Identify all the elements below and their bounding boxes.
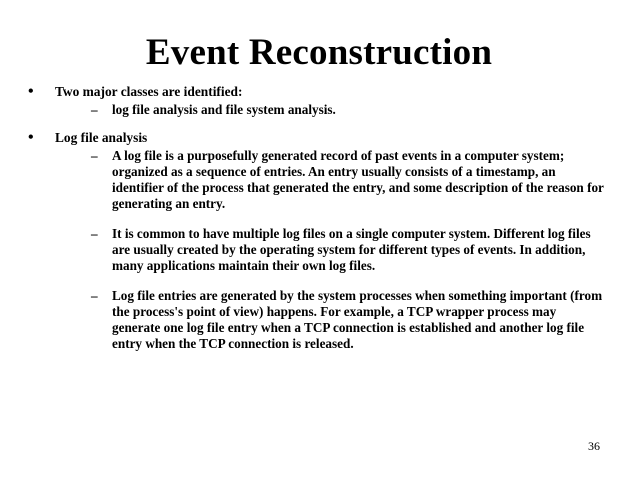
sub-bullet-item	[55, 226, 604, 274]
sub-bullet-item	[55, 102, 604, 118]
dash-marker: –	[91, 226, 98, 241]
sub-bullet-text: Log file entries are generated by the system processes when something important (from the process's point of view) happens. For example, a TCP wrapper process may generate one log file entry when a TCP connection is established and another log file entry when the TCP connection is released.	[112, 288, 603, 351]
bullet-item	[26, 84, 604, 118]
dash-marker: –	[91, 102, 98, 117]
bullet-text: Log file analysis	[55, 130, 148, 145]
dash-marker: –	[91, 148, 98, 163]
sub-bullet-text: It is common to have multiple log files on a single computer system. Different log files are usually created by the operating system for different types of events. In addition, many applications maintain their own log files.	[112, 226, 591, 273]
sub-bullet-text: A log file is a purposefully generated record of past events in a computer system; organized as a sequence of entries. An entry usually consists of a timestamp, an identifier of the process that generated the entry, and some description of the reason for generating an entry.	[112, 148, 604, 211]
bullet-marker: •	[28, 83, 34, 100]
bullet-marker: •	[28, 129, 34, 146]
page-number: 36	[588, 439, 600, 453]
sub-bullet-text: log file analysis and file system analysis.	[112, 102, 336, 117]
bullet-item	[26, 130, 604, 352]
dash-marker: –	[91, 288, 98, 303]
slide-title: Event Reconstruction	[145, 32, 493, 73]
bullet-text: Two major classes are identified:	[55, 84, 243, 99]
sub-bullet-item	[55, 288, 604, 352]
sub-bullet-item	[55, 148, 604, 212]
slide-content	[26, 84, 604, 352]
